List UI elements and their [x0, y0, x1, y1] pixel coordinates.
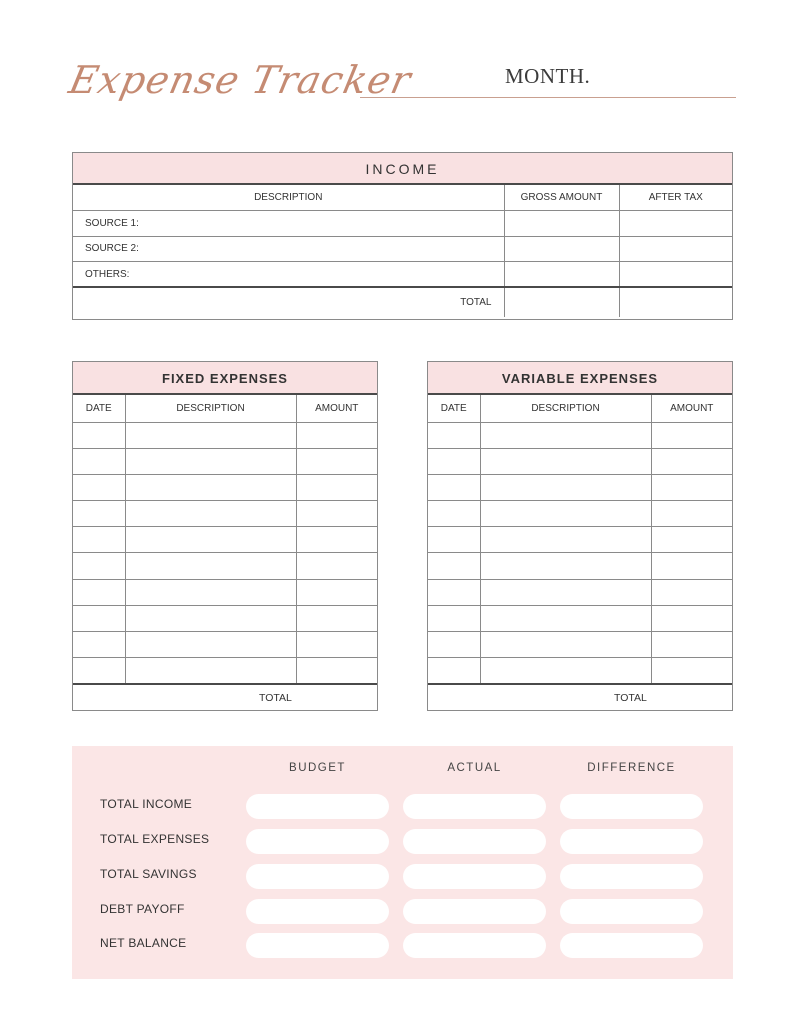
description-cell[interactable] — [480, 501, 651, 527]
income-after-tax-cell[interactable] — [619, 211, 732, 237]
income-title: INCOME — [73, 153, 732, 185]
date-cell[interactable] — [73, 527, 125, 553]
variable-col-description: DESCRIPTION — [480, 395, 651, 422]
expense-entry-row — [73, 605, 377, 631]
difference-field[interactable] — [560, 899, 703, 924]
difference-field[interactable] — [560, 829, 703, 854]
amount-cell[interactable] — [296, 579, 377, 605]
income-gross-cell[interactable] — [504, 236, 619, 262]
amount-cell[interactable] — [651, 605, 732, 631]
difference-field[interactable] — [560, 794, 703, 819]
description-cell[interactable] — [125, 448, 296, 474]
description-cell[interactable] — [480, 474, 651, 500]
variable-expenses-title: VARIABLE EXPENSES — [428, 362, 732, 395]
description-cell[interactable] — [125, 632, 296, 658]
amount-cell[interactable] — [651, 632, 732, 658]
fixed-col-date: DATE — [73, 395, 125, 422]
amount-cell[interactable] — [651, 579, 732, 605]
summary-row-total-expenses: TOTAL EXPENSES — [100, 832, 210, 846]
expense-entry-row — [73, 632, 377, 658]
amount-cell[interactable] — [651, 448, 732, 474]
date-cell[interactable] — [73, 553, 125, 579]
income-col-description: DESCRIPTION — [73, 185, 504, 211]
expense-entry-row — [73, 579, 377, 605]
expense-entry-row — [73, 422, 377, 448]
income-table — [72, 152, 733, 320]
summary-col-budget: BUDGET — [289, 762, 346, 774]
income-col-gross-amount: GROSS AMOUNT — [504, 185, 619, 211]
amount-cell[interactable] — [296, 632, 377, 658]
income-source-label[interactable]: SOURCE 2: — [73, 236, 504, 262]
amount-cell[interactable] — [296, 422, 377, 448]
summary-row-total-savings: TOTAL SAVINGS — [100, 867, 197, 881]
date-cell[interactable] — [73, 448, 125, 474]
variable-total-label: TOTAL — [614, 691, 647, 704]
amount-cell[interactable] — [651, 527, 732, 553]
date-cell[interactable] — [73, 422, 125, 448]
page-title: Expense Tracker — [65, 58, 416, 102]
income-row — [73, 236, 732, 262]
amount-cell[interactable] — [296, 658, 377, 684]
amount-cell[interactable] — [651, 501, 732, 527]
actual-field[interactable] — [403, 933, 546, 958]
amount-cell[interactable] — [296, 553, 377, 579]
date-cell[interactable] — [428, 527, 480, 553]
date-cell[interactable] — [73, 474, 125, 500]
description-cell[interactable] — [480, 527, 651, 553]
summary-row-debt-payoff: DEBT PAYOFF — [100, 902, 185, 916]
description-cell[interactable] — [125, 527, 296, 553]
income-gross-cell[interactable] — [504, 211, 619, 237]
description-cell[interactable] — [480, 605, 651, 631]
expense-entry-row — [73, 448, 377, 474]
amount-cell[interactable] — [296, 448, 377, 474]
expense-entry-row — [73, 553, 377, 579]
difference-field[interactable] — [560, 864, 703, 889]
fixed-column-header-row — [73, 395, 377, 422]
expense-entry-row — [428, 422, 732, 448]
description-cell[interactable] — [480, 632, 651, 658]
variable-expenses-table — [427, 361, 733, 711]
fixed-col-amount: AMOUNT — [296, 395, 377, 422]
difference-field[interactable] — [560, 933, 703, 958]
description-cell[interactable] — [480, 448, 651, 474]
income-source-label[interactable]: OTHERS: — [73, 262, 504, 288]
description-cell[interactable] — [125, 658, 296, 684]
summary-row-total-income: TOTAL INCOME — [100, 797, 193, 811]
date-cell[interactable] — [428, 658, 480, 684]
date-cell[interactable] — [73, 658, 125, 684]
amount-cell[interactable] — [296, 501, 377, 527]
income-source-label[interactable]: SOURCE 1: — [73, 211, 504, 237]
amount-cell[interactable] — [296, 527, 377, 553]
summary-col-actual: ACTUAL — [447, 762, 502, 774]
variable-col-amount: AMOUNT — [651, 395, 732, 422]
actual-field[interactable] — [403, 864, 546, 889]
amount-cell[interactable] — [651, 553, 732, 579]
month-label: MONTH. — [505, 64, 591, 88]
summary-panel — [72, 746, 733, 979]
amount-cell[interactable] — [651, 474, 732, 500]
expense-entry-row — [428, 474, 732, 500]
date-cell[interactable] — [428, 553, 480, 579]
description-cell[interactable] — [480, 658, 651, 684]
budget-field[interactable] — [246, 829, 389, 854]
description-cell[interactable] — [125, 501, 296, 527]
description-cell[interactable] — [125, 553, 296, 579]
date-cell[interactable] — [428, 605, 480, 631]
income-total-row — [73, 287, 732, 317]
description-cell[interactable] — [125, 474, 296, 500]
variable-column-header-row — [428, 395, 732, 422]
description-cell[interactable] — [125, 422, 296, 448]
income-after-tax-cell[interactable] — [619, 262, 732, 288]
income-column-header-row — [73, 185, 732, 211]
income-after-tax-cell[interactable] — [619, 236, 732, 262]
fixed-expenses-title: FIXED EXPENSES — [73, 362, 377, 395]
date-cell[interactable] — [73, 501, 125, 527]
income-col-after-tax: AFTER TAX — [619, 185, 732, 211]
amount-cell[interactable] — [651, 422, 732, 448]
month-input-line[interactable] — [360, 97, 736, 98]
expense-entry-row — [428, 553, 732, 579]
date-cell[interactable] — [428, 579, 480, 605]
actual-field[interactable] — [403, 829, 546, 854]
fixed-total-label: TOTAL — [259, 691, 292, 704]
expense-entry-row — [428, 658, 732, 684]
expense-entry-row — [73, 527, 377, 553]
expense-entry-row — [428, 605, 732, 631]
description-cell[interactable] — [480, 553, 651, 579]
description-cell[interactable] — [480, 579, 651, 605]
expense-entry-row — [73, 658, 377, 684]
budget-field[interactable] — [246, 899, 389, 924]
budget-field[interactable] — [246, 864, 389, 889]
date-cell[interactable] — [73, 605, 125, 631]
amount-cell[interactable] — [296, 605, 377, 631]
actual-field[interactable] — [403, 899, 546, 924]
income-total-label: TOTAL — [73, 287, 504, 317]
date-cell[interactable] — [428, 632, 480, 658]
budget-field[interactable] — [246, 933, 389, 958]
date-cell[interactable] — [428, 448, 480, 474]
date-cell[interactable] — [428, 501, 480, 527]
fixed-col-description: DESCRIPTION — [125, 395, 296, 422]
fixed-expenses-table — [72, 361, 378, 711]
date-cell[interactable] — [73, 579, 125, 605]
expense-entry-row — [428, 579, 732, 605]
expense-entry-row — [428, 448, 732, 474]
date-cell[interactable] — [73, 632, 125, 658]
income-total-after-tax-cell[interactable] — [619, 287, 732, 317]
income-gross-cell[interactable] — [504, 262, 619, 288]
expense-entry-row — [428, 632, 732, 658]
income-row — [73, 211, 732, 237]
description-cell[interactable] — [125, 579, 296, 605]
amount-cell[interactable] — [651, 658, 732, 684]
summary-col-difference: DIFFERENCE — [587, 762, 676, 774]
expense-entry-row — [428, 527, 732, 553]
expense-entry-row — [73, 501, 377, 527]
expense-entry-row — [73, 474, 377, 500]
actual-field[interactable] — [403, 794, 546, 819]
date-cell[interactable] — [428, 474, 480, 500]
date-cell[interactable] — [428, 422, 480, 448]
summary-row-net-balance: NET BALANCE — [100, 936, 187, 950]
amount-cell[interactable] — [296, 474, 377, 500]
income-total-gross-cell[interactable] — [504, 287, 619, 317]
variable-col-date: DATE — [428, 395, 480, 422]
description-cell[interactable] — [125, 605, 296, 631]
description-cell[interactable] — [480, 422, 651, 448]
budget-field[interactable] — [246, 794, 389, 819]
income-row — [73, 262, 732, 288]
expense-entry-row — [428, 501, 732, 527]
